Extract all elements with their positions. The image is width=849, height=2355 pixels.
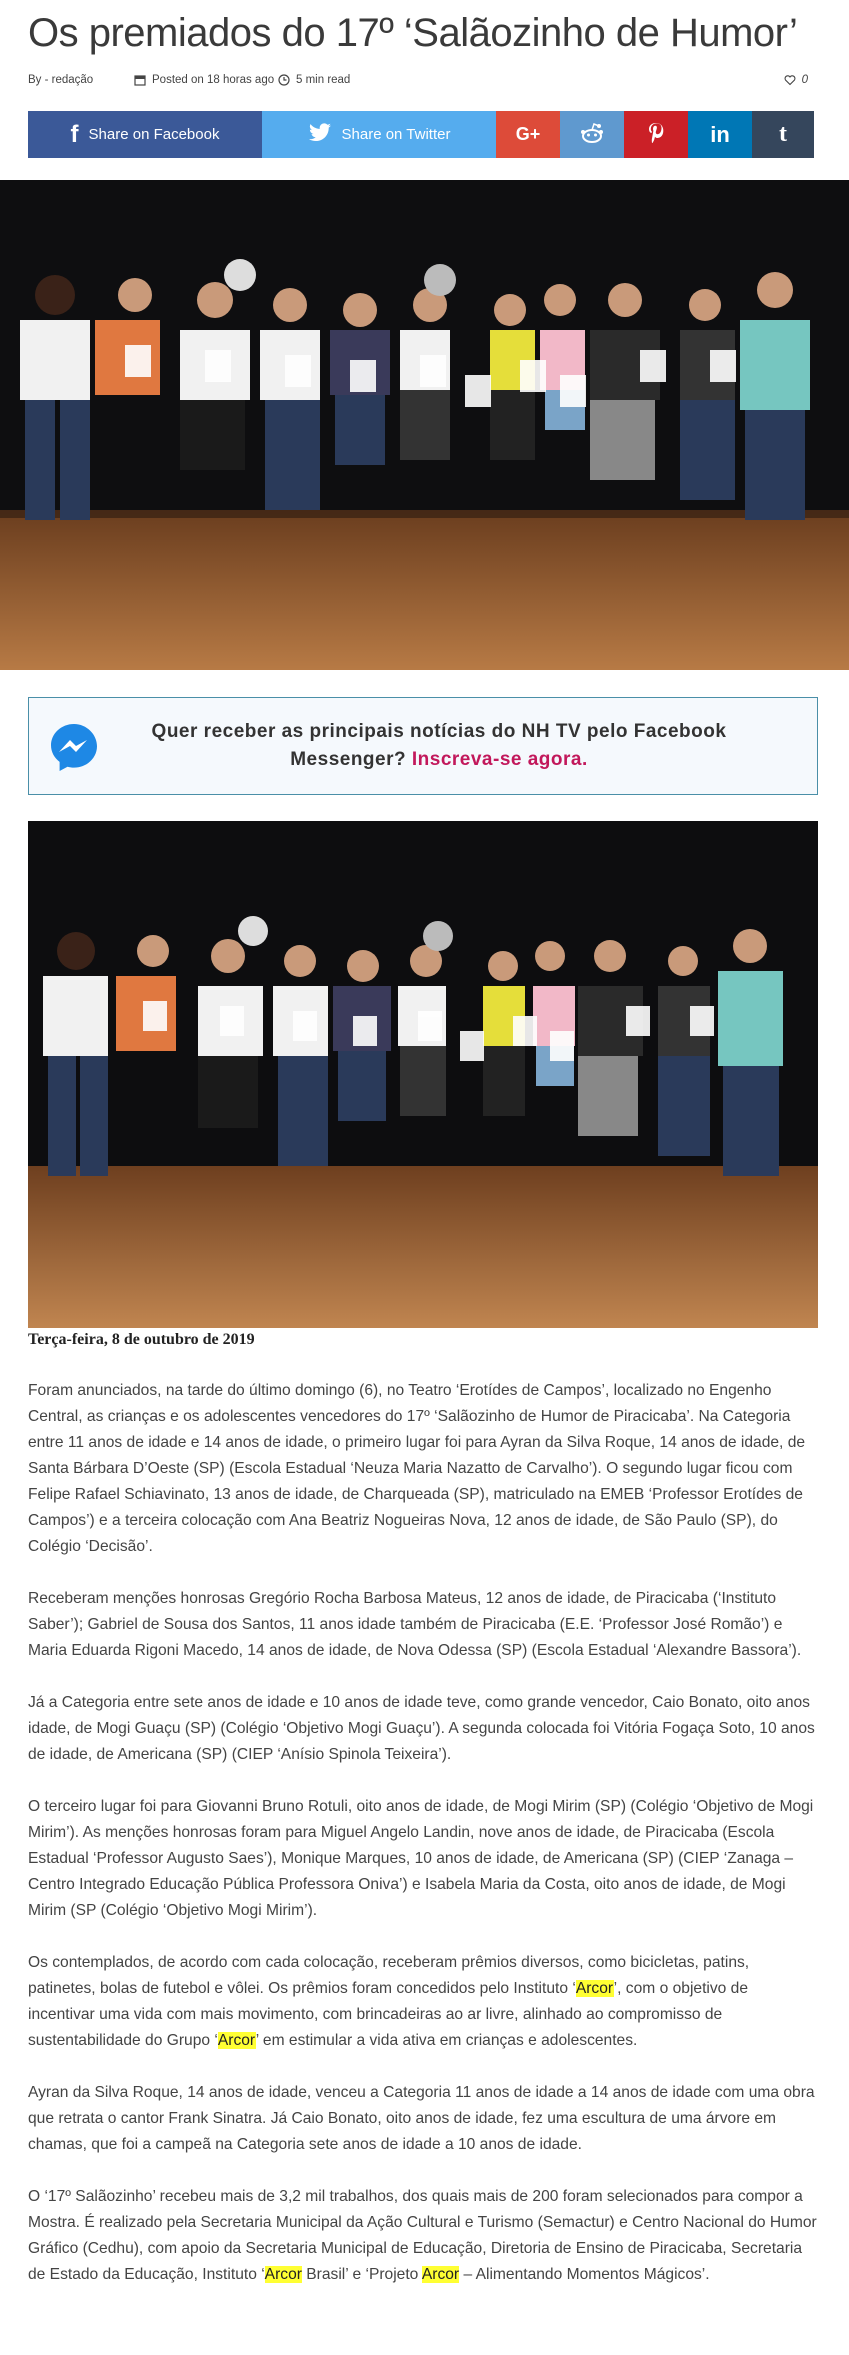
highlighted-term: Arcor <box>575 1980 614 1997</box>
author-meta <box>28 74 93 86</box>
posted-meta <box>134 74 274 86</box>
linkedin-icon: in <box>710 121 730 147</box>
share-twitter-label: Share on Twitter <box>341 126 451 143</box>
read-time: 5 min read <box>296 74 351 86</box>
share-bar <box>28 111 818 158</box>
article-paragraph: Receberam menções honrosas Gregório Rocha Barbosa Mateus, 12 anos de idade, de Piracicaba (‘Instituto Saber’); Gabriel de Sousa dos Santos, 11 anos idade também de Piracicaba (E.E. ‘Professor José Romão’) e Maria Eduarda Rigoni Macedo, 14 anos de idade, de Nova Odessa (SP) (Escola Estadual ‘Alexandre Bassora’). <box>28 1590 802 1659</box>
messenger-subscribe-box <box>28 697 818 795</box>
share-twitter-button[interactable] <box>262 111 496 158</box>
article-paragraph: Ayran da Silva Roque, 14 anos de idade, venceu a Categoria 11 anos de idade a 14 anos de idade com uma obra que retrata o cantor Frank Sinatra. Já Caio Bonato, oito anos de idade, fez uma escultura de uma árvore em chamas, que foi a campeã na Categoria sete anos de idade a 10 anos de idade. <box>28 2084 815 2153</box>
like-count: 0 <box>801 74 808 86</box>
reddit-icon <box>579 122 605 148</box>
messenger-subscribe-link[interactable]: Inscreva-se agora. <box>411 749 588 770</box>
read-time-meta <box>278 74 350 86</box>
twitter-icon <box>308 123 332 147</box>
article-body <box>28 1378 818 2314</box>
googleplus-icon: G+ <box>515 124 541 144</box>
highlighted-term: Arcor <box>421 2266 460 2283</box>
article-paragraph: O ‘17º Salãozinho’ recebeu mais de 3,2 mil trabalhos, dos quais mais de 200 foram selecionados para compor a Mostra. É realizado pela Secretaria Municipal da Ação Cultural e Turismo (Semactur) e Centro Nacional do Humor Gráfico (Cedhu), com apoio da Secretaria Municipal de Educação, Diretoria de Ensino de Piracicaba, Secretaria de Estado da Educação, Instituto ‘Arcor Brasil’ e ‘Projeto Arcor – Alimentando Momentos Mágicos’. <box>28 2188 817 2283</box>
facebook-icon: f <box>70 120 79 148</box>
messenger-text <box>129 718 749 774</box>
article-paragraph: Os contemplados, de acordo com cada colocação, receberam prêmios diversos, como bicicletas, patins, patinetes, bolas de futebol e vôlei. Os prêmios foram concedidos pelo Instituto ‘Arcor’, com o objetivo de incentivar uma vida com mais movimento, com brincadeiras ao ar livre, alinhado ao compromisso de sustentabilidade do Grupo ‘Arcor’ em estimular a vida ativa em crianças e adolescentes. <box>28 1954 750 2049</box>
article-photo-inline <box>28 821 818 1328</box>
like-button[interactable] <box>784 74 808 86</box>
article-photo <box>0 180 849 670</box>
article-meta <box>28 72 818 92</box>
calendar-icon <box>134 74 146 86</box>
article-paragraph: Já a Categoria entre sete anos de idade e 10 anos de idade teve, como grande vencedor, Caio Bonato, oito anos idade, de Mogi Guaçu (SP) (Colégio ‘Objetivo Mogi Guaçu’). A segunda colocada foi Vitória Fogaça Soto, 10 anos de idade, de Americana (SP) (CIEP ‘Anísio Spinola Teixeira’). <box>28 1694 815 1763</box>
heart-icon[interactable] <box>784 74 796 86</box>
article-title: Os premiados do 17º ‘Salãozinho de Humor’ <box>28 11 798 55</box>
highlighted-term: Arcor <box>264 2266 302 2283</box>
share-tumblr-button[interactable] <box>752 111 814 158</box>
share-reddit-button[interactable] <box>560 111 624 158</box>
article-paragraph: Foram anunciados, na tarde do último domingo (6), no Teatro ‘Erotídes de Campos’, localizado no Engenho Central, as crianças e os adolescentes vencedores do 17º ‘Salãozinho de Humor de Piracicaba’. Na Categoria entre 11 anos de idade e 14 anos de idade, o primeiro lugar foi para Ayran da Silva Roque, 14 anos de idade, de Santa Bárbara D’Oeste (SP) (Escola Estadual ‘Neuza Maria Nazatto de Carvalho’). O segundo lugar ficou com Felipe Rafael Schiavinato, 13 anos de idade, de Charqueada (SP), matriculado na EMEB ‘Professor Erotídes de Campos’) e a terceira colocação com Ana Beatriz Nogueiras Nova, 12 anos de idade, de São Paulo (SP), do Colégio ‘Decisão’. <box>28 1382 806 1555</box>
clock-icon <box>278 74 290 86</box>
pinterest-icon <box>648 122 664 148</box>
highlighted-term: Arcor <box>217 2032 256 2049</box>
posted-time: Posted on 18 horas ago <box>152 74 275 86</box>
messenger-icon[interactable] <box>49 722 99 772</box>
share-googleplus-button[interactable] <box>496 111 560 158</box>
share-linkedin-button[interactable] <box>688 111 752 158</box>
share-facebook-button[interactable] <box>28 111 262 158</box>
share-pinterest-button[interactable] <box>624 111 688 158</box>
messenger-message: Quer receber as principais notícias do NH TV pelo Facebook Messenger? <box>151 721 727 770</box>
article-dateline: Terça-feira, 8 de outubro de 2019 <box>28 1331 255 1348</box>
author-name[interactable]: By - redação <box>28 74 94 86</box>
tumblr-icon: t <box>779 121 787 147</box>
share-facebook-label: Share on Facebook <box>88 126 220 143</box>
article-paragraph: O terceiro lugar foi para Giovanni Bruno Rotuli, oito anos de idade, de Mogi Mirim (SP) (Colégio ‘Objetivo de Mogi Mirim’). As menções honrosas foram para Miguel Angelo Landin, nove anos de idade, de Piracicaba (Escola Estadual ‘Professor Augusto Saes’), Monique Marques, 10 anos de idade, de Americana (SP) (CIEP ‘Zanaga – Centro Integrado Educação Pública Professora Oniva’) e Isabela Maria da Costa, oito anos de idade, de Mogi Mirim (SP (Colégio ‘Objetivo Mogi Mirim’). <box>28 1798 814 1919</box>
